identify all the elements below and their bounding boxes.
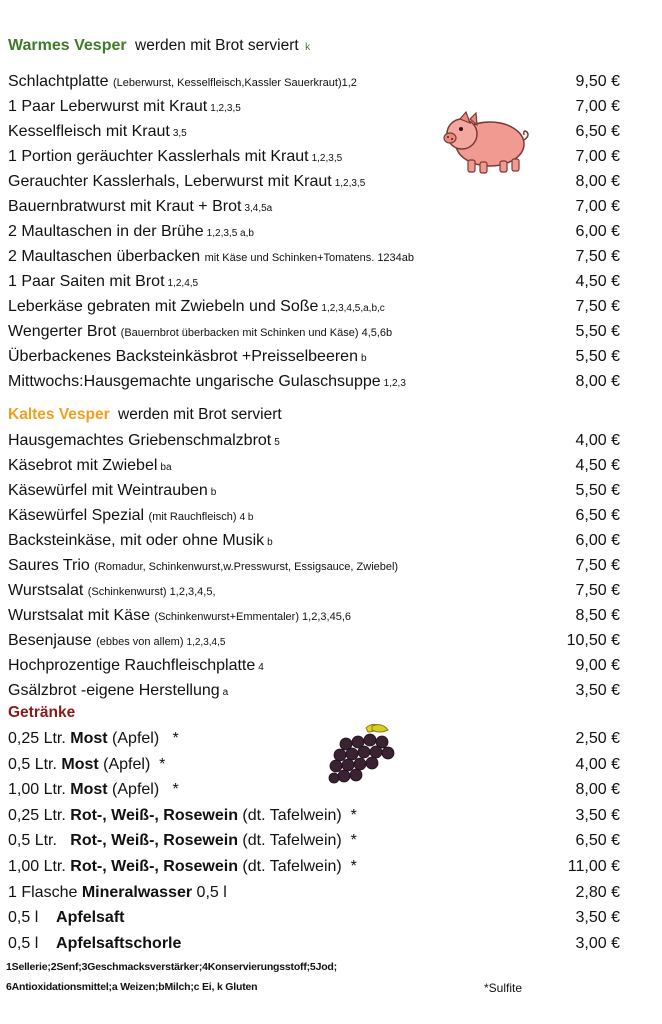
list-item: [8, 454, 648, 478]
item-price: 4,50 €: [575, 457, 620, 474]
item-name: Leberkäse gebraten mit Zwiebeln und Soße: [8, 298, 319, 315]
drink-name: Most: [70, 781, 108, 799]
item-detail: (mit Rauchfleisch): [148, 511, 237, 523]
item-price: 5,50 €: [575, 323, 620, 340]
item-name: Überbackenes Backsteinkäsbrot +Preisselbeeren: [8, 348, 358, 365]
item-price: 7,00 €: [575, 148, 620, 165]
item-allergens: 1,2,3,5: [334, 178, 366, 189]
item-price: 6,00 €: [575, 532, 620, 549]
drink-name: Rot-, Weiß-, Rosewein: [70, 806, 238, 824]
drink-price: 8,00 €: [575, 781, 620, 799]
pig-icon: [440, 104, 532, 176]
drink-size: 0,5 l: [8, 909, 57, 927]
list-item: [8, 629, 648, 653]
item-allergens: 1,2,3: [383, 378, 406, 389]
list-item: [8, 855, 648, 879]
drink-name: Mineralwasser: [81, 883, 193, 901]
drink-name-line: [8, 753, 165, 777]
item-name-line: [8, 295, 385, 321]
section-warm-title: [8, 37, 310, 55]
list-item: [8, 604, 648, 628]
item-name-line: [8, 654, 264, 680]
item-name-line: [8, 195, 272, 221]
item-name: Käsewürfel mit Weintrauben: [8, 482, 208, 499]
item-name: Wurstsalat: [8, 582, 84, 599]
item-allergens: 4 b: [239, 512, 254, 523]
item-name-line: [8, 604, 351, 629]
drink-name-line: [8, 932, 181, 956]
item-name-line: [8, 529, 273, 555]
drink-size: 1 Flasche: [8, 883, 82, 901]
drink-price: 6,50 €: [575, 832, 620, 850]
drink-size: 0,5 l: [8, 934, 57, 952]
item-allergens: 1,2,4,5: [167, 278, 199, 289]
list-item: [8, 295, 648, 319]
item-name-line: [8, 454, 172, 480]
item-name: Backsteinkäse, mit oder ohne Musik: [8, 532, 265, 549]
list-item: [8, 679, 648, 703]
item-name-line: [8, 245, 414, 270]
item-price: 6,50 €: [575, 507, 620, 524]
list-item: [8, 245, 648, 269]
drink-price: 2,80 €: [575, 883, 620, 901]
drink-name: Most: [61, 755, 99, 773]
drink-detail: (Apfel) *: [107, 781, 179, 799]
list-item: [8, 554, 648, 578]
item-name: 1 Portion geräuchter Kasslerhals mit Kraut: [8, 148, 309, 165]
item-name-line: [8, 95, 241, 121]
item-name-line: [8, 629, 225, 655]
item-name: Schlachtplatte: [8, 73, 109, 90]
drink-size: 0,5 Ltr.: [8, 832, 71, 850]
item-name: Käsebrot mit Zwiebel: [8, 457, 158, 474]
item-allergens: b: [267, 537, 273, 548]
item-price: 8,00 €: [575, 173, 620, 190]
item-name-line: [8, 579, 216, 604]
drink-size: 1,00 Ltr.: [8, 781, 71, 799]
item-price: 7,50 €: [575, 248, 620, 265]
list-item: [8, 932, 648, 956]
drink-detail: (dt. Tafelwein) *: [237, 858, 357, 875]
list-item: [8, 270, 648, 294]
list-item: [8, 195, 648, 219]
list-item: [8, 906, 648, 930]
item-allergens: ba: [160, 462, 172, 473]
item-detail: (Bauernbrot überbacken mit Schinken und Käse) 4,5,6b: [120, 327, 393, 339]
item-name: Käsewürfel Spezial: [8, 507, 145, 524]
item-name: 1 Paar Saiten mit Brot: [8, 273, 165, 290]
item-allergens: b: [210, 487, 217, 498]
list-item: [8, 95, 648, 119]
item-name-line: [8, 370, 406, 396]
item-price: 8,00 €: [575, 373, 620, 390]
drink-price: 3,00 €: [575, 934, 620, 952]
drink-detail: 0,5 l: [192, 883, 227, 901]
drink-detail: (Apfel) *: [107, 730, 179, 747]
item-price: 3,50 €: [575, 682, 620, 699]
item-name: Wurstsalat mit Käse: [8, 607, 150, 624]
list-item: [8, 429, 648, 453]
item-allergens: 3,4,5a: [244, 203, 273, 214]
item-price: 6,00 €: [575, 223, 620, 240]
drink-price: 2,50 €: [575, 730, 620, 747]
drink-name-line: [8, 881, 227, 905]
drink-price: 3,50 €: [575, 909, 620, 927]
item-price: 9,00 €: [575, 657, 620, 674]
drink-name: Rot-, Weiß-, Rosewein: [70, 858, 238, 875]
item-allergens: 1,2,3,4,5,a,b,c: [321, 303, 385, 314]
drink-name: Apfelsaft: [56, 909, 125, 927]
getraenke-title: Getränke: [8, 704, 76, 721]
item-allergens: b: [360, 353, 367, 364]
list-item: [8, 504, 648, 528]
item-allergens: a: [222, 687, 229, 698]
drink-name: Apfelsaftschorle: [56, 934, 182, 952]
kalt-note: werden mit Brot serviert: [118, 406, 282, 423]
item-name: 2 Maultaschen in der Brühe: [8, 223, 204, 240]
item-name-line: [8, 554, 398, 579]
list-item: [8, 579, 648, 603]
list-item: [8, 120, 648, 144]
drink-detail: (dt. Tafelwein) *: [237, 806, 357, 824]
warm-note: werden mit Brot serviert: [135, 37, 299, 54]
item-price: 7,00 €: [575, 98, 620, 115]
drink-name-line: [8, 855, 357, 879]
item-price: 7,00 €: [575, 198, 620, 215]
list-item: [8, 529, 648, 553]
item-name: Hochprozentige Rauchfleischplatte: [8, 657, 256, 674]
item-detail: (Romadur, Schinkenwurst,w.Presswurst, Essigsauce, Zwiebel): [94, 561, 399, 573]
drink-size: 0,5 Ltr.: [8, 755, 62, 773]
drink-name-line: [8, 727, 179, 751]
item-name-line: [8, 504, 253, 530]
item-name-line: [8, 120, 187, 146]
list-item: [8, 345, 648, 369]
section-kalt-title: [8, 406, 282, 424]
drink-name: Rot-, Weiß-, Rosewein: [70, 832, 238, 850]
item-price: 4,00 €: [575, 432, 620, 449]
item-name: 2 Maultaschen überbacken: [8, 248, 201, 265]
item-price: 8,50 €: [575, 607, 620, 624]
item-allergens: 1,2,3,5 a,b: [206, 228, 254, 239]
item-name: Gsälzbrot -eigene Herstellung: [8, 682, 220, 699]
item-name: Wengerter Brot: [8, 323, 117, 340]
item-price: 7,50 €: [575, 582, 620, 599]
drink-price: 4,00 €: [575, 755, 620, 773]
item-price: 4,50 €: [575, 273, 620, 290]
item-allergens: 1,2,3,4,5: [186, 637, 226, 648]
drink-name: Most: [70, 730, 108, 747]
drink-name-line: [8, 829, 357, 853]
item-price: 5,50 €: [575, 348, 620, 365]
drink-detail: (dt. Tafelwein) *: [237, 832, 357, 850]
item-allergens: 1,2,3,5: [210, 103, 241, 114]
item-name-line: [8, 320, 392, 345]
list-item: [8, 220, 648, 244]
item-name-line: [8, 345, 367, 371]
list-item: [8, 145, 648, 169]
item-detail: (Schinkenwurst) 1,2,3,4,5,: [87, 586, 216, 598]
list-item: [8, 881, 648, 905]
drink-price: 3,50 €: [575, 806, 620, 824]
list-item: [8, 479, 648, 503]
item-detail: mit Käse und Schinken+Tomatens. 1234ab: [204, 252, 415, 264]
item-name-line: [8, 479, 216, 505]
item-price: 7,50 €: [575, 298, 620, 315]
item-detail: (ebbes von allem): [96, 636, 184, 648]
kalt-title: Kaltes Vesper: [8, 406, 110, 423]
item-name-line: [8, 679, 228, 705]
drink-name-line: [8, 804, 357, 828]
list-item: [8, 370, 648, 394]
item-name: Besenjause: [8, 632, 92, 649]
item-name-line: [8, 270, 198, 296]
drink-size: 0,25 Ltr.: [8, 806, 71, 824]
item-price: 10,50 €: [566, 632, 620, 649]
list-item: [8, 829, 648, 853]
item-price: 5,50 €: [575, 482, 620, 499]
item-name-line: [8, 220, 254, 246]
footer-sulfite: *Sulfite: [484, 981, 523, 995]
item-price: 9,50 €: [575, 73, 620, 90]
item-name-line: [8, 70, 357, 95]
item-allergens: 5: [274, 437, 280, 448]
warm-title: Warmes Vesper: [8, 37, 127, 54]
drink-size: 1,00 Ltr.: [8, 858, 71, 875]
drink-name-line: [8, 906, 124, 930]
footer-allergens-2: 6Antioxidationsmittel;a Weizen;bMilch;c Ei, k Gluten: [6, 981, 258, 993]
item-allergens: 3,5: [172, 128, 187, 139]
item-price: 6,50 €: [575, 123, 620, 140]
grapes-icon: [326, 722, 404, 786]
item-allergens: 1,2,3,5: [311, 153, 343, 164]
item-price: 7,50 €: [575, 557, 620, 574]
list-item: [8, 70, 648, 94]
item-detail: (Schinkenwurst+Emmentaler) 1,2,3,45,6: [154, 611, 351, 623]
item-name: 1 Paar Leberwurst mit Kraut: [8, 98, 208, 115]
list-item: [8, 654, 648, 678]
warm-note-mark: k: [305, 42, 311, 53]
item-allergens: 4: [258, 662, 264, 673]
list-item: [8, 170, 648, 194]
item-name: Bauernbratwurst mit Kraut + Brot: [8, 198, 242, 215]
list-item: [8, 320, 648, 344]
item-name-line: [8, 429, 280, 455]
item-detail: (Leberwurst, Kesselfleisch,Kassler Sauerkraut)1,2: [112, 77, 357, 89]
item-name: Saures Trio: [8, 557, 90, 574]
item-name: Hausgemachtes Griebenschmalzbrot: [8, 432, 272, 449]
section-getraenke-title: [8, 704, 75, 722]
drink-size: 0,25 Ltr.: [8, 730, 71, 747]
item-name-line: [8, 170, 365, 196]
list-item: [8, 804, 648, 828]
item-name: Gerauchter Kasslerhals, Leberwurst mit Kraut: [8, 173, 332, 190]
drink-detail: (Apfel) *: [98, 755, 166, 773]
item-name: Kesselfleisch mit Kraut: [8, 123, 170, 140]
drink-price: 11,00 €: [567, 858, 620, 875]
item-name-line: [8, 145, 342, 171]
footer-allergens-1: 1Sellerie;2Senf;3Geschmacksverstärker;4Konservierungsstoff;5Jod;: [6, 961, 337, 973]
item-name: Mittwochs:Hausgemachte ungarische Gulaschsuppe: [8, 373, 381, 390]
drink-name-line: [8, 778, 179, 802]
